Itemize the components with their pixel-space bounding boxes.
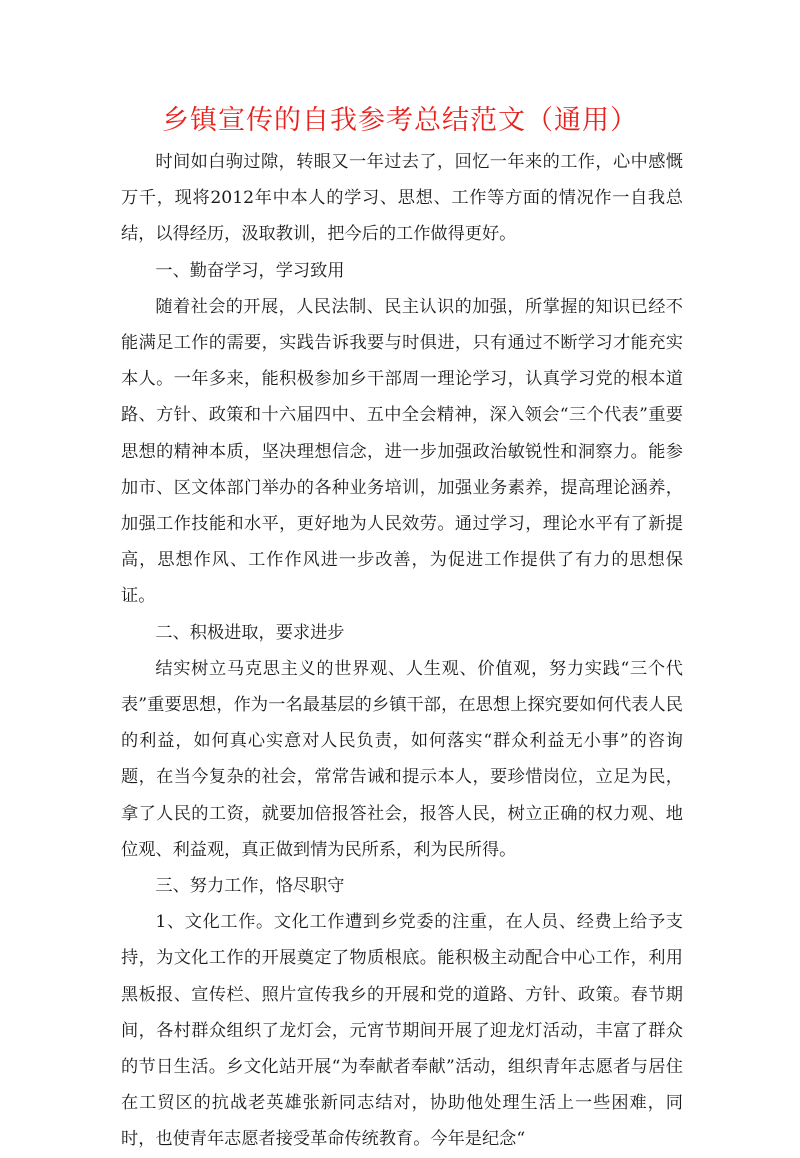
section-heading-3: 三、努力工作，恪尽职守 <box>155 876 345 897</box>
document-body <box>121 144 683 1158</box>
paragraph-culture-work: 1、文化工作。文化工作遭到乡党委的注重，在人员、经费上给予支持，为文化工作的开展奠定了物质根底。能积极主动配合中心工作，利用黑板报、宣传栏、照片宣传我乡的开展和党的道路、方针、政策。春节期间，各村群众组织了龙灯会，元宵节期间开展了迎龙灯活动，丰富了群众的节日生活。乡文化站开展“为奉献者奉献”活动，组织青年志愿者与居住在工贸区的抗战老英雄张新同志结对，协助他处理生活上一些困难，同时，也使青年志愿者接受革命传统教育。今年是纪念“ <box>121 912 683 1150</box>
section-heading-1: 一、勤奋学习，学习致用 <box>155 260 345 281</box>
section-heading-2: 二、积极进取，要求进步 <box>155 622 345 643</box>
paragraph-study: 随着社会的开展，人民法制、民主认识的加强，所掌握的知识已经不能满足工作的需要，实践告诉我要与时俱进，只有通过不断学习才能充实本人。一年多来，能积极参加乡干部周一理论学习，认真学习党的根本道路、方针、政策和十六届四中、五中全会精神，深入领会“三个代表”重要思想的精神本质，坚决理想信念，进一步加强政治敏锐性和洞察力。能参加市、区文体部门举办的各种业务培训，加强业务素养，提高理论涵养，加强工作技能和水平，更好地为人民效劳。通过学习，理论水平有了新提高，思想作风、工作作风进一步改善，为促进工作提供了有力的思想保证。 <box>121 296 683 607</box>
paragraph-intro: 时间如白驹过隙，转眼又一年过去了，回忆一年来的工作，心中感慨万千，现将2012年中本人的学习、思想、工作等方面的情况作一自我总结，以得经历，汲取教训，把今后的工作做得更好。 <box>121 152 683 245</box>
paragraph-progress: 结实树立马克思主义的世界观、人生观、价值观，努力实践“三个代表”重要思想，作为一名最基层的乡镇干部，在思想上探究要如何代表人民的利益，如何真心实意对人民负责，如何落实“群众利益无小事”的咨询题，在当今复杂的社会，常常告诫和提示本人，要珍惜岗位，立足为民，拿了人民的工资，就要加倍报答社会，报答人民，树立正确的权力观、地位观、利益观，真正做到情为民所系，利为民所得。 <box>121 658 683 860</box>
document-title: 乡镇宣传的自我参考总结范文（通用） <box>162 105 638 136</box>
